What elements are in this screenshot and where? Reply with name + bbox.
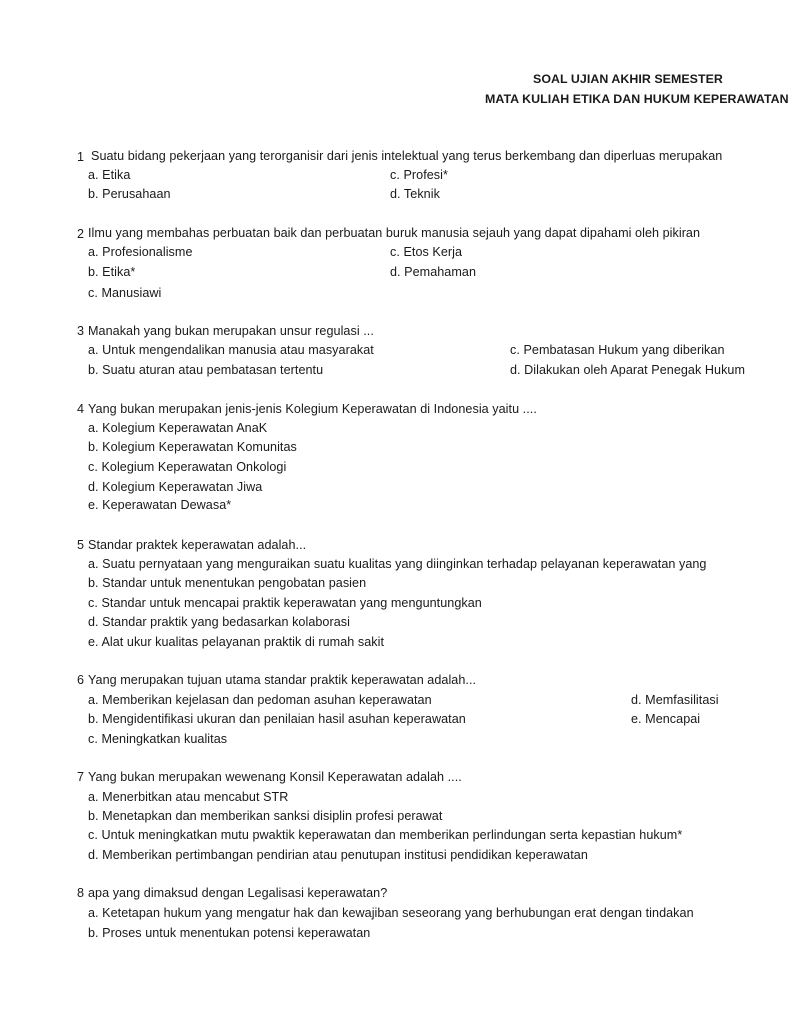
question-number: 6 <box>77 673 85 687</box>
question-number: 8 <box>77 886 85 900</box>
option: b. Suatu aturan atau pembatasan tertentu <box>88 363 324 377</box>
option: e. Mencapai <box>631 712 701 726</box>
option: d. Pemahaman <box>390 265 477 279</box>
option: c. Manusiawi <box>88 286 162 300</box>
question-number: 1 <box>77 150 85 164</box>
option: d. Teknik <box>390 187 440 201</box>
exam-title: SOAL UJIAN AKHIR SEMESTER <box>533 72 723 86</box>
option: b. Perusahaan <box>88 187 171 201</box>
option: c. Untuk meningkatkan mutu pwaktik keperawatan dan memberikan perlindungan serta kepastian hukum* <box>88 828 683 842</box>
option: c. Etos Kerja <box>390 245 463 259</box>
option: d. Standar praktik yang bedasarkan kolaborasi <box>88 615 350 629</box>
option: a. Untuk mengendalikan manusia atau masyarakat <box>88 343 374 357</box>
option: a. Kolegium Keperawatan AnaK <box>88 421 268 435</box>
option: b. Kolegium Keperawatan Komunitas <box>88 440 297 454</box>
question-text: Yang merupakan tujuan utama standar praktik keperawatan adalah... <box>88 673 477 687</box>
option: d. Kolegium Keperawatan Jiwa <box>88 480 263 494</box>
question-number: 2 <box>77 227 85 241</box>
option: a. Memberikan kejelasan dan pedoman asuhan keperawatan <box>88 693 432 707</box>
question-text: Manakah yang bukan merupakan unsur regulasi ... <box>88 324 374 338</box>
option: c. Pembatasan Hukum yang diberikan <box>510 343 725 357</box>
option: c. Kolegium Keperawatan Onkologi <box>88 460 287 474</box>
option: b. Etika* <box>88 265 136 279</box>
question-text: Ilmu yang membahas perbuatan baik dan perbuatan buruk manusia sejauh yang dapat dipahami oleh pikiran <box>88 226 701 240</box>
question-text: Standar praktek keperawatan adalah... <box>88 538 307 552</box>
option: d. Memfasilitasi <box>631 693 719 707</box>
question-number: 7 <box>77 770 85 784</box>
option: a. Profesionalisme <box>88 245 193 259</box>
option: d. Memberikan pertimbangan pendirian atau penutupan institusi pendidikan keperawatan <box>88 848 588 862</box>
option: c. Meningkatkan kualitas <box>88 732 228 746</box>
option: b. Standar untuk menentukan pengobatan pasien <box>88 576 367 590</box>
course-title: MATA KULIAH ETIKA DAN HUKUM KEPERAWATAN <box>485 92 789 106</box>
question-text: Yang bukan merupakan wewenang Konsil Keperawatan adalah .... <box>88 770 462 784</box>
option: b. Proses untuk menentukan potensi keperawatan <box>88 926 371 940</box>
option: c. Standar untuk mencapai praktik keperawatan yang menguntungkan <box>88 596 482 610</box>
option: b. Mengidentifikasi ukuran dan penilaian hasil asuhan keperawatan <box>88 712 466 726</box>
option: e. Keperawatan Dewasa* <box>88 498 232 512</box>
option: a. Suatu pernyataan yang menguraikan suatu kualitas yang diinginkan terhadap pelayanan keperawatan yang <box>88 557 707 571</box>
question-number: 3 <box>77 324 85 338</box>
option: b. Menetapkan dan memberikan sanksi disiplin profesi perawat <box>88 809 443 823</box>
option: a. Etika <box>88 168 131 182</box>
question-number: 5 <box>77 538 85 552</box>
question-text: Suatu bidang pekerjaan yang terorganisir dari jenis intelektual yang terus berkembang dan diperluas merupakan <box>91 149 723 163</box>
option: a. Ketetapan hukum yang mengatur hak dan kewajiban seseorang yang berhubungan erat dengan tindakan <box>88 906 694 920</box>
option: a. Menerbitkan atau mencabut STR <box>88 790 289 804</box>
question-number: 4 <box>77 402 85 416</box>
question-text: Yang bukan merupakan jenis-jenis Kolegium Keperawatan di Indonesia yaitu .... <box>88 402 537 416</box>
option: e. Alat ukur kualitas pelayanan praktik di rumah sakit <box>88 635 385 649</box>
option: c. Profesi* <box>390 168 448 182</box>
option: d. Dilakukan oleh Aparat Penegak Hukum <box>510 363 746 377</box>
question-text: apa yang dimaksud dengan Legalisasi keperawatan? <box>88 886 388 900</box>
